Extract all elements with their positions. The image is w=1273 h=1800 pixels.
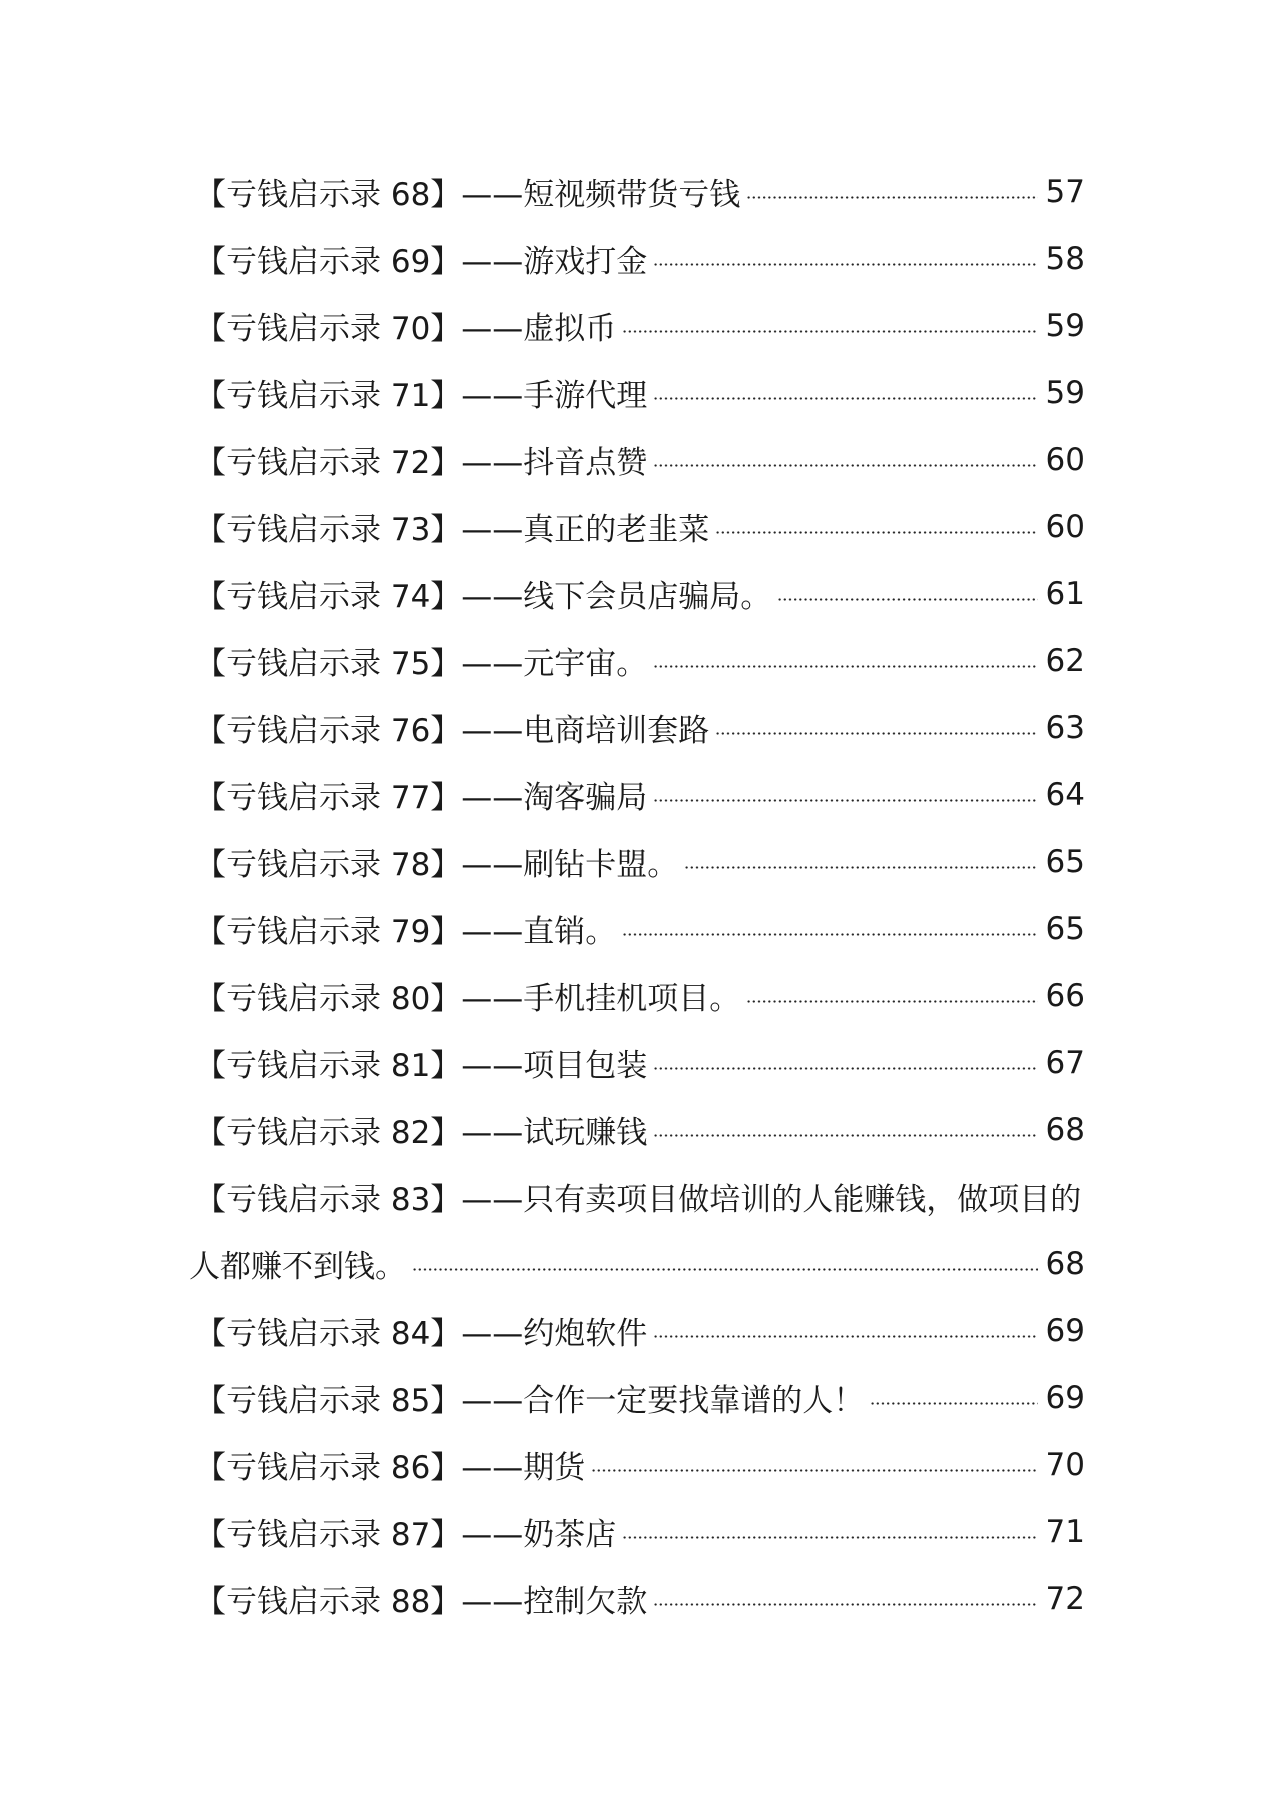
toc-entry-title: 【亏钱启示录 86】——期货 bbox=[195, 1450, 586, 1486]
dot-leader bbox=[746, 196, 1037, 199]
toc-entry-title-continued: 人都赚不到钱。 bbox=[189, 1249, 406, 1285]
dot-leader bbox=[653, 799, 1037, 802]
toc-entry-page: 62 bbox=[1045, 642, 1085, 679]
toc-entry[interactable] bbox=[195, 1431, 1085, 1498]
toc-entry-title: 【亏钱启示录 74】——线下会员店骗局。 bbox=[195, 579, 772, 615]
toc-entry-page: 59 bbox=[1045, 374, 1085, 411]
toc-entry[interactable] bbox=[195, 828, 1085, 895]
dot-leader bbox=[622, 1536, 1037, 1539]
toc-entry-page: 68 bbox=[1045, 1245, 1085, 1282]
toc-entry[interactable] bbox=[195, 1565, 1085, 1632]
toc-entry-title: 【亏钱启示录 78】——刷钻卡盟。 bbox=[195, 847, 679, 883]
toc-entry-page: 61 bbox=[1045, 575, 1085, 612]
dot-leader bbox=[653, 397, 1037, 400]
toc-entry-title: 【亏钱启示录 75】——元宇宙。 bbox=[195, 646, 648, 682]
toc-entry-title: 【亏钱启示录 71】——手游代理 bbox=[195, 378, 648, 414]
dot-leader bbox=[777, 598, 1037, 601]
toc-entry[interactable] bbox=[195, 895, 1085, 962]
dot-leader bbox=[653, 1603, 1037, 1606]
dot-leader bbox=[653, 1134, 1037, 1137]
dot-leader bbox=[653, 464, 1037, 467]
toc-entry[interactable] bbox=[195, 694, 1085, 761]
toc-entry[interactable] bbox=[195, 560, 1085, 627]
dot-leader bbox=[591, 1469, 1037, 1472]
dot-leader bbox=[653, 263, 1037, 266]
toc-entry-page: 63 bbox=[1045, 709, 1085, 746]
toc-entry-title: 【亏钱启示录 77】——淘客骗局 bbox=[195, 780, 648, 816]
toc-entry-title: 【亏钱启示录 69】——游戏打金 bbox=[195, 244, 648, 280]
toc-entry[interactable] bbox=[195, 1498, 1085, 1565]
toc-entry[interactable] bbox=[195, 1364, 1085, 1431]
toc-entry[interactable] bbox=[195, 1096, 1085, 1163]
toc-entry[interactable] bbox=[195, 359, 1085, 426]
dot-leader bbox=[653, 1067, 1037, 1070]
toc-entry[interactable] bbox=[195, 225, 1085, 292]
toc-entry-title: 【亏钱启示录 72】——抖音点赞 bbox=[195, 445, 648, 481]
toc-entry-title: 【亏钱启示录 87】——奶茶店 bbox=[195, 1517, 617, 1553]
toc-entry-page: 66 bbox=[1045, 977, 1085, 1014]
toc-entry-title: 【亏钱启示录 82】——试玩赚钱 bbox=[195, 1115, 648, 1151]
toc-entry-page: 60 bbox=[1045, 441, 1085, 478]
toc-entry-title: 【亏钱启示录 81】——项目包装 bbox=[195, 1048, 648, 1084]
toc-entry-page: 67 bbox=[1045, 1044, 1085, 1081]
toc-entry[interactable] bbox=[195, 158, 1085, 225]
dot-leader bbox=[715, 732, 1037, 735]
toc-entry-page: 71 bbox=[1045, 1513, 1085, 1550]
toc-entry-title: 【亏钱启示录 84】——约炮软件 bbox=[195, 1316, 648, 1352]
toc-entry[interactable] bbox=[195, 1297, 1085, 1364]
dot-leader bbox=[653, 1335, 1037, 1338]
toc-entry-title: 【亏钱启示录 73】——真正的老韭菜 bbox=[195, 512, 710, 548]
toc-entry-page: 64 bbox=[1045, 776, 1085, 813]
dot-leader bbox=[412, 1268, 1038, 1271]
toc-entry-page: 65 bbox=[1045, 910, 1085, 947]
toc-entry-title: 【亏钱启示录 83】——只有卖项目做培训的人能赚钱，做项目的 bbox=[195, 1182, 1082, 1218]
dot-leader bbox=[622, 330, 1037, 333]
toc-entry-title: 【亏钱启示录 70】——虚拟币 bbox=[195, 311, 617, 347]
toc-entry-page: 69 bbox=[1045, 1312, 1085, 1349]
dot-leader bbox=[684, 866, 1037, 869]
toc-entry-page: 59 bbox=[1045, 307, 1085, 344]
toc-entry[interactable] bbox=[195, 426, 1085, 493]
toc-entry-page: 65 bbox=[1045, 843, 1085, 880]
toc-entry-title: 【亏钱启示录 79】——直销。 bbox=[195, 914, 617, 950]
toc-entry-title: 【亏钱启示录 68】——短视频带货亏钱 bbox=[195, 177, 741, 213]
dot-leader bbox=[715, 531, 1037, 534]
dot-leader bbox=[870, 1402, 1037, 1405]
toc-entry[interactable] bbox=[195, 962, 1085, 1029]
toc-entry[interactable] bbox=[195, 1029, 1085, 1096]
toc-entry-page: 70 bbox=[1045, 1446, 1085, 1483]
toc-entry-page: 72 bbox=[1045, 1580, 1085, 1617]
table-of-contents bbox=[189, 158, 1085, 1632]
toc-entry[interactable] bbox=[195, 627, 1085, 694]
toc-entry-page: 58 bbox=[1045, 240, 1085, 277]
toc-entry-page: 69 bbox=[1045, 1379, 1085, 1416]
toc-entry[interactable] bbox=[195, 493, 1085, 560]
dot-leader bbox=[746, 1000, 1037, 1003]
toc-entry-title: 【亏钱启示录 85】——合作一定要找靠谱的人！ bbox=[195, 1383, 865, 1419]
dot-leader bbox=[622, 933, 1037, 936]
toc-entry-title: 【亏钱启示录 80】——手机挂机项目。 bbox=[195, 981, 741, 1017]
toc-entry-wrapped-second-line[interactable] bbox=[189, 1230, 1085, 1297]
toc-entry-wrapped-first-line[interactable] bbox=[195, 1163, 1085, 1230]
toc-entry-title: 【亏钱启示录 88】——控制欠款 bbox=[195, 1584, 648, 1620]
dot-leader bbox=[653, 665, 1037, 668]
toc-entry[interactable] bbox=[195, 292, 1085, 359]
toc-entry-page: 68 bbox=[1045, 1111, 1085, 1148]
toc-entry-title: 【亏钱启示录 76】——电商培训套路 bbox=[195, 713, 710, 749]
toc-entry[interactable] bbox=[195, 761, 1085, 828]
toc-entry-page: 57 bbox=[1045, 173, 1085, 210]
toc-entry-page: 60 bbox=[1045, 508, 1085, 545]
